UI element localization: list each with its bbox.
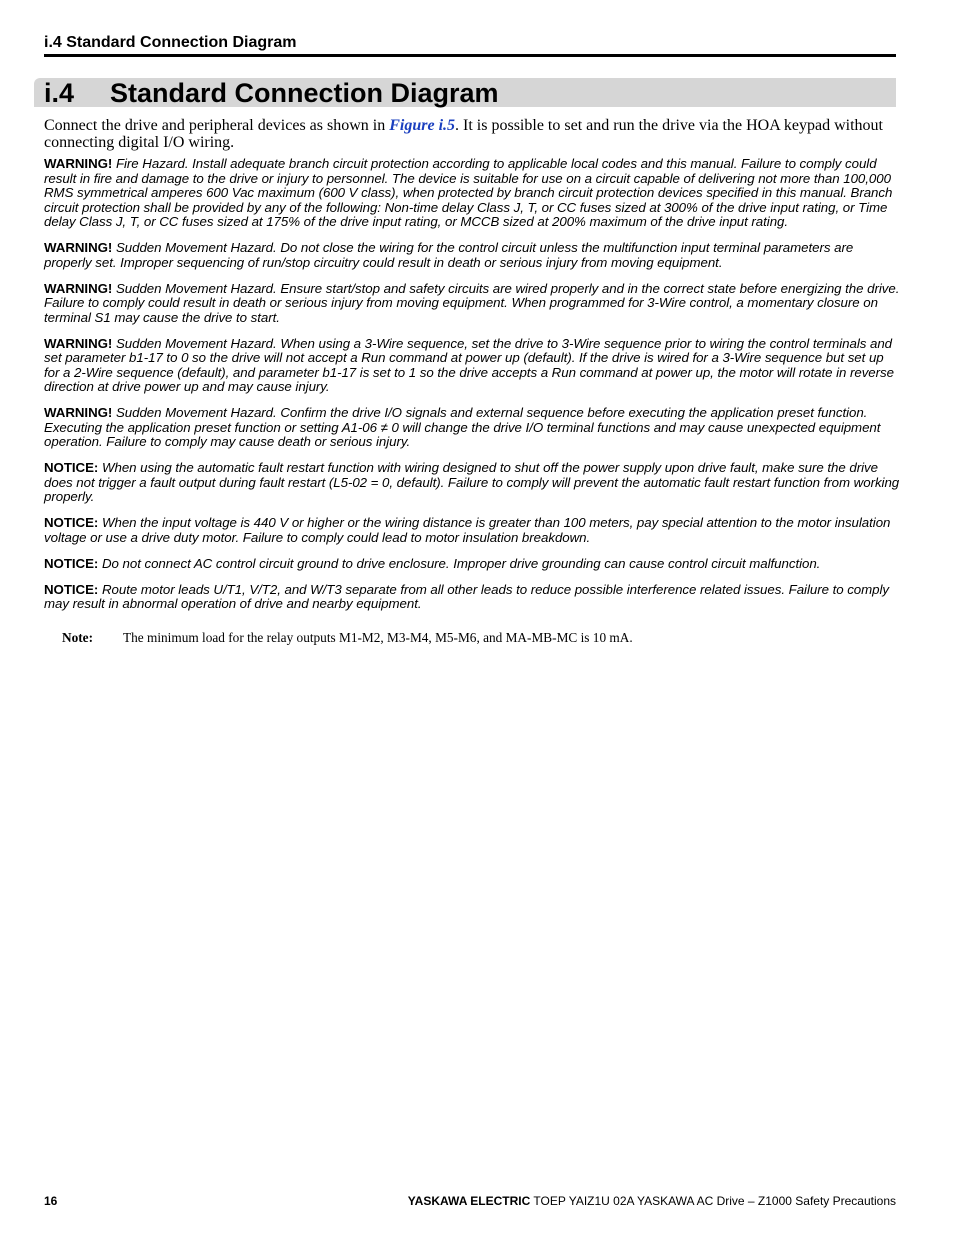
warning-start-stop — [44, 282, 900, 326]
footer-doc-title: TOEP YAIZ1U 02A YASKAWA AC Drive – Z1000 Safety Precautions — [530, 1194, 896, 1208]
message-label: NOTICE: — [44, 555, 99, 571]
message-text: Sudden Movement Hazard. When using a 3-Wire sequence, set the drive to 3-Wire sequence prior to wiring the control terminals and set parameter b1-17 to 0 so the drive will not accept a Run command at power up (default). If the drive is wired for a 3-Wire sequence but set up for a 2-Wire sequence (default), and parameter b1-17 is set to 1 so the drive accepts a Run command at power up, the motor will rotate in reverse direction at drive power up and may cause injury. — [44, 335, 894, 394]
section-number: i.4 — [44, 78, 75, 108]
message-label: NOTICE: — [44, 460, 99, 475]
message-text: Route motor leads U/T1, V/T2, and W/T3 separate from all other leads to reduce possible interference related issues. Failure to comply may result in abnormal operation of drive and nearby equipment. — [44, 581, 890, 611]
message-label: WARNING! — [44, 156, 113, 171]
message-text: When using the automatic fault restart function with wiring designed to shut off the power supply upon drive fault, make sure the drive does not trigger a fault output during fault restart (L5-02 = 0, default). Failure to comply will prevent the automatic fault restart function from working properly. — [44, 460, 900, 504]
intro-paragraph — [44, 117, 898, 151]
figure-link[interactable]: Figure i.5 — [389, 117, 456, 134]
message-label: WARNING! — [44, 405, 113, 420]
section-title: Standard Connection Diagram — [110, 78, 499, 108]
message-label: WARNING! — [44, 240, 113, 255]
message-text: Fire Hazard. Install adequate branch circuit protection according to applicable local codes and this manual. Failure to comply could result in fire and damage to the drive or injury to personnel. The device is suitable for use on a circuit capable of delivering not more than 100,000 RMS symmetrical amperes 600 Vac maximum (600 V class), when protected by branch circuit protection devices specified in this manual. Branch circuit protection shall be provided by any of the following: Non-time delay Class J, T, or CC fuses sized at 300% of the drive input rating, or Time delay Class J, T, or CC fuses sized at 175% of the drive input rating, or MCCB sized at 200% maximum of the drive input rating. — [44, 156, 893, 229]
footer-brand: YASKAWA ELECTRIC — [407, 1194, 531, 1208]
message-label: WARNING! — [44, 335, 113, 351]
note-label: Note: — [62, 630, 94, 645]
warning-application-preset — [44, 406, 900, 450]
warning-control-wiring — [44, 241, 900, 270]
relay-output-note — [62, 630, 882, 646]
notice-grounding — [44, 557, 900, 572]
warning-fire-hazard — [44, 157, 900, 230]
message-label: NOTICE: — [44, 581, 99, 597]
section-heading-bar — [34, 78, 896, 107]
notice-fault-restart — [44, 461, 900, 505]
running-header: i.4 Standard Connection Diagram — [44, 34, 896, 57]
safety-messages — [44, 157, 900, 623]
message-text: Sudden Movement Hazard. Do not close the wiring for the control circuit unless the multifunction input terminal parameters are properly set. Improper sequencing of run/stop circuitry could result in death or serious injury from moving equipment. — [44, 240, 854, 270]
message-text: When the input voltage is 440 V or higher or the wiring distance is greater than 100 meters, pay special attention to the motor insulation voltage or use a drive duty motor. Failure to comply could lead to motor insulation breakdown. — [44, 515, 891, 545]
notice-motor-insulation — [44, 516, 900, 545]
message-label: WARNING! — [44, 280, 113, 296]
message-label: NOTICE: — [44, 515, 99, 530]
page-number: 16 — [44, 1194, 58, 1208]
message-text: Sudden Movement Hazard. Confirm the drive I/O signals and external sequence before executing the application preset function. Executing the application preset function or setting A1-06 ≠ 0 will change the drive I/O terminal functions and may cause unexpected equipment operation. Failure to comply may cause death or serious injury. — [44, 405, 881, 449]
intro-text-after: . It is possible to set and run the drive via the HOA keypad without connecting digital I/O wiring. — [44, 117, 883, 151]
warning-3-wire — [44, 337, 900, 395]
notice-motor-leads — [44, 583, 900, 612]
message-text: Do not connect AC control circuit ground to drive enclosure. Improper drive grounding can cause control circuit malfunction. — [101, 555, 821, 571]
footer-document-info — [408, 1194, 896, 1208]
message-text: Sudden Movement Hazard. Ensure start/stop and safety circuits are wired properly and in the correct state before energizing the drive. Failure to comply could result in death or serious injury from moving equipment. When programmed for 3-Wire control, a momentary closure on terminal S1 may cause the drive to start. — [44, 280, 900, 325]
note-text: The minimum load for the relay outputs M1-M2, M3-M4, M5-M6, and MA-MB-MC is 10 mA. — [123, 630, 633, 645]
intro-text-before: Connect the drive and peripheral devices as shown in — [44, 117, 390, 134]
